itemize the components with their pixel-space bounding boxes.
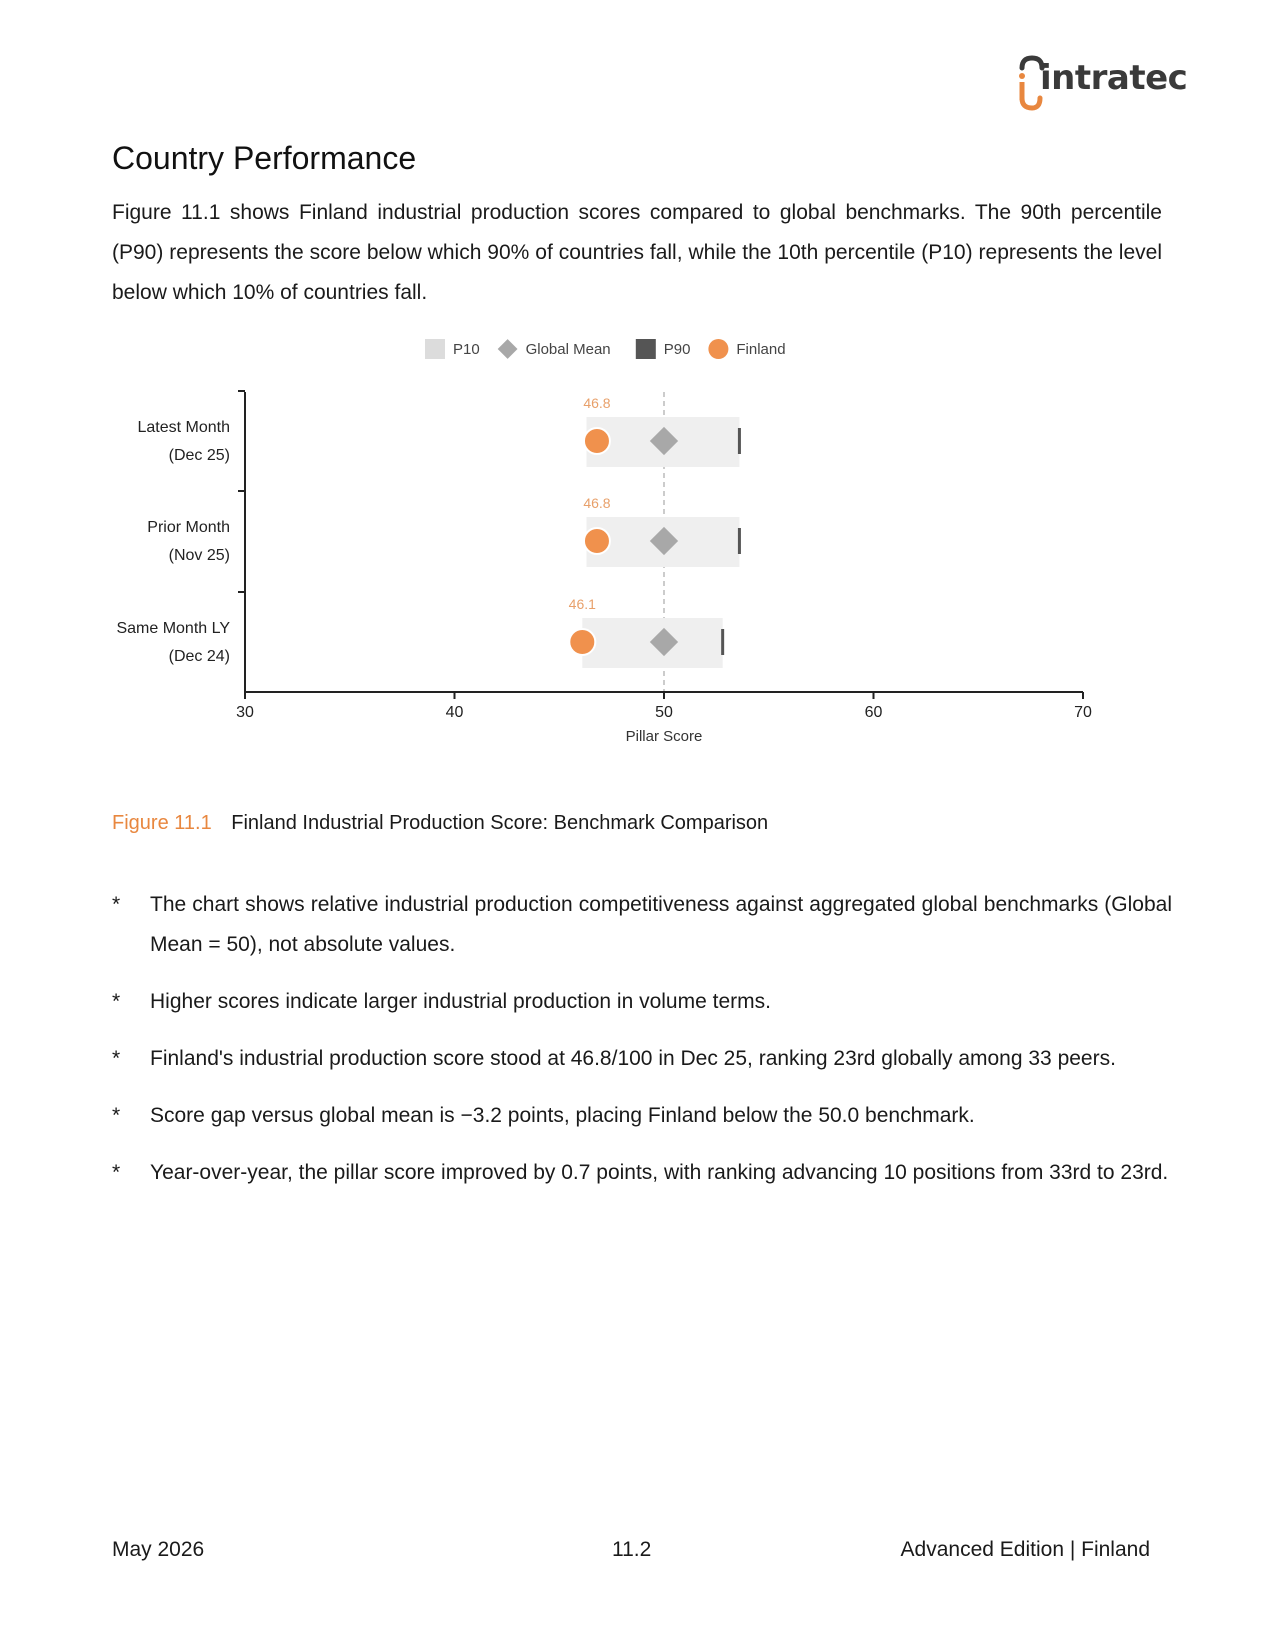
chart-plot-area (569, 392, 740, 692)
x-tick-label: 50 (655, 704, 673, 721)
legend-swatch (498, 339, 518, 359)
data-label: 46.8 (583, 495, 611, 511)
list-item (112, 1153, 1172, 1193)
legend-label: P90 (663, 341, 691, 358)
page-title: Country Performance (112, 140, 417, 176)
bullet-text: The chart shows relative industrial production competitiveness against aggregated global benchmarks (Global Mean = 50), not absolute values. (150, 893, 1172, 956)
bullet-marker: * (112, 990, 121, 1013)
legend-swatch (708, 339, 728, 359)
figure-title: Finland Industrial Production Score: Benchmark Comparison (231, 812, 769, 834)
list-item (112, 1039, 1172, 1079)
list-item (112, 1096, 1172, 1136)
figure-number: Figure 11.1 (112, 812, 212, 834)
bullet-text: Finland's industrial production score stood at 46.8/100 in Dec 25, ranking 23rd globally among 33 peers. (150, 1047, 1116, 1070)
bullet-marker: * (112, 1104, 121, 1127)
figure-caption (112, 812, 768, 835)
legend-label: P10 (453, 341, 480, 358)
category-label: (Nov 25) (168, 547, 230, 564)
x-tick-label: 70 (1074, 704, 1092, 721)
legend-item (708, 339, 785, 359)
bullet-marker: * (112, 1047, 121, 1070)
x-tick-label: 30 (236, 704, 254, 721)
bullet-marker: * (112, 1161, 121, 1184)
benchmark-chart (100, 335, 1175, 790)
category-label: Same Month LY (116, 620, 230, 637)
legend-item (498, 339, 611, 359)
footer-edition: Advanced Edition | Finland (900, 1538, 1150, 1561)
legend-label: Global Mean (525, 341, 611, 358)
bullet-marker: * (112, 893, 121, 916)
notes-list (112, 885, 1172, 1210)
data-label: 46.1 (568, 596, 596, 612)
x-tick-label: 40 (445, 704, 464, 721)
category-label: Latest Month (137, 419, 230, 436)
bullet-text: Higher scores indicate larger industrial production in volume terms. (150, 990, 771, 1013)
brand-name: intratec (1040, 58, 1188, 98)
chart-legend (425, 339, 786, 359)
legend-swatch (425, 339, 445, 359)
category-label: Prior Month (147, 519, 230, 536)
legend-label: Finland (736, 341, 786, 358)
legend-item (636, 339, 691, 359)
category-label: (Dec 25) (168, 447, 230, 464)
category-label: (Dec 24) (168, 648, 230, 665)
bullet-text: Score gap versus global mean is −3.2 points, placing Finland below the 50.0 benchmark. (150, 1104, 975, 1127)
legend-swatch (636, 339, 656, 359)
footer-date: May 2026 (112, 1538, 205, 1561)
legend-item (425, 339, 480, 359)
x-tick-label: 60 (864, 704, 883, 721)
bullet-text: Year-over-year, the pillar score improved by 0.7 points, with ranking advancing 10 positions from 33rd to 23rd. (150, 1161, 1169, 1184)
list-item (112, 885, 1172, 965)
finland-marker (584, 428, 610, 454)
list-item (112, 982, 1172, 1022)
finland-marker (584, 528, 610, 554)
x-axis-label: Pillar Score (625, 728, 703, 745)
footer-page-number: 11.2 (612, 1538, 652, 1561)
intro-paragraph: Figure 11.1 shows Finland industrial production scores compared to global benchmarks. The 90th percentile (P90) represents the score below which 90% of countries fall, while the 10th percentile (P10) represents the level below which 10% of countries fall. (112, 201, 1162, 304)
finland-marker (569, 629, 595, 655)
data-label: 46.8 (583, 395, 611, 411)
